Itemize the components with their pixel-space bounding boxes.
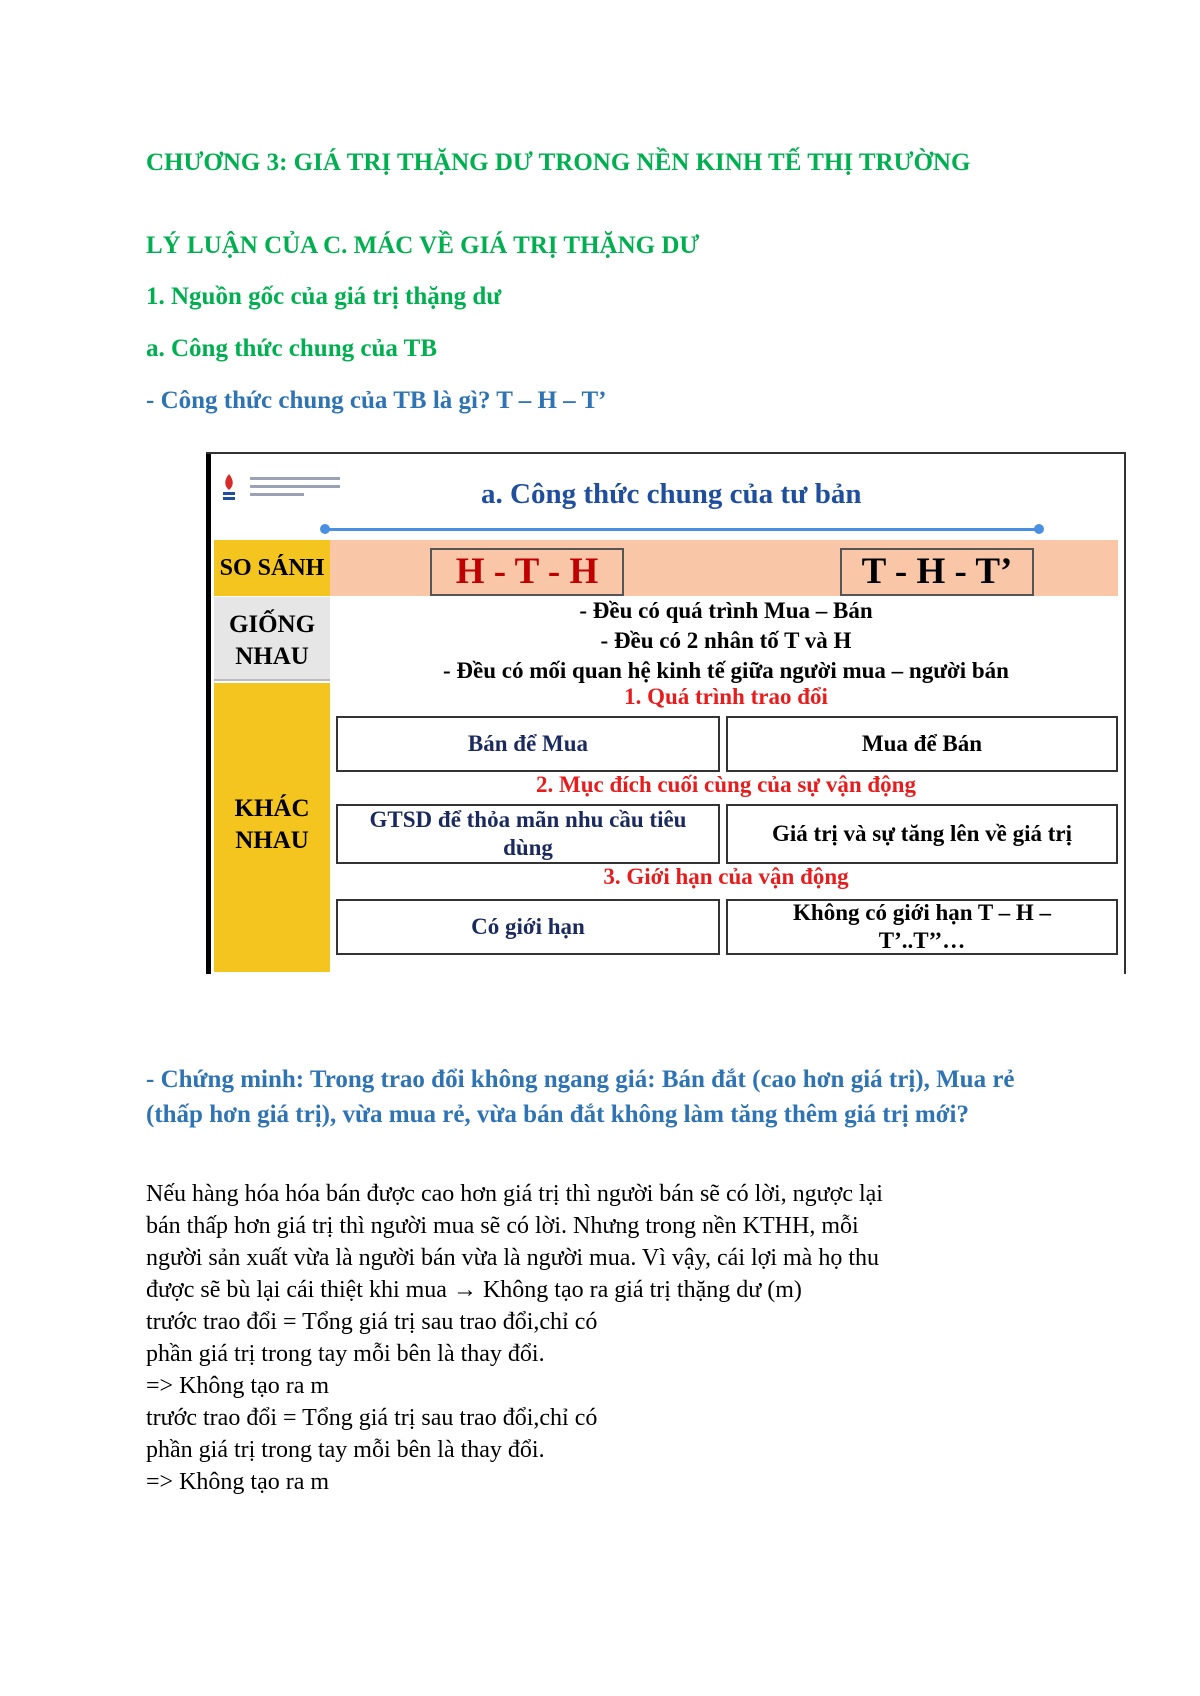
paragraph-line: phần giá trị trong tay mỗi bên là thay đổi.: [146, 1341, 545, 1367]
formula-t-h-t: T - H - T’: [840, 548, 1034, 596]
same-items: [336, 596, 1116, 686]
slide-title: a. Công thức chung của tư bản: [481, 478, 862, 510]
same-item: - Đều có 2 nhân tố T và H: [600, 628, 852, 653]
paragraph-line: trước trao đổi = Tổng giá trị sau trao đổi,chỉ có: [146, 1405, 598, 1431]
proof-paragraph: [146, 1178, 1066, 1498]
chapter-heading: CHƯƠNG 3: GIÁ TRỊ THẶNG DƯ TRONG NỀN KINH TẾ THỊ TRƯỜNG: [146, 149, 971, 176]
comparison-slide-image: [206, 452, 1126, 974]
paragraph-line: bán thấp hơn giá trị thì người mua sẽ có lời. Nhưng trong nền KTHH, mỗi: [146, 1213, 859, 1239]
cell-right: Giá trị và sự tăng lên về giá trị: [726, 804, 1118, 864]
same-label: GIỐNG NHAU: [214, 597, 330, 681]
university-logo-icon: [220, 472, 238, 504]
proof-heading: - Chứng minh: Trong trao đổi không ngang giá: Bán đắt (cao hơn giá trị), Mua rẻ (thấp hơn giá trị), vừa mua rẻ, vừa bán đắt không làm tăng thêm giá trị mới?: [146, 1066, 1015, 1128]
logo-text-lines: [250, 472, 340, 500]
paragraph-line: => Không tạo ra m: [146, 1469, 330, 1495]
cell-left: Bán để Mua: [336, 716, 720, 772]
origin-heading: 1. Nguồn gốc của giá trị thặng dư: [146, 283, 502, 310]
cell-right: Không có giới hạn T – H – T’..T’’…: [726, 899, 1118, 955]
diff-label: KHÁC NHAU: [214, 683, 330, 972]
formula-heading: a. Công thức chung của TB: [146, 335, 437, 362]
paragraph-line: Nếu hàng hóa hóa bán được cao hơn giá trị thì người bán sẽ có lời, ngược lại: [146, 1181, 883, 1207]
slide-divider: [324, 528, 1039, 531]
theory-heading: LÝ LUẬN CỦA C. MÁC VỀ GIÁ TRỊ THẶNG DƯ: [146, 232, 700, 259]
section-title: 1. Quá trình trao đổi: [624, 684, 828, 709]
section-title: 3. Giới hạn của vận động: [603, 864, 849, 889]
paragraph-line: => Không tạo ra m: [146, 1373, 330, 1399]
paragraph-line: được sẽ bù lại cái thiệt khi mua → Không tạo ra giá trị thặng dư (m): [146, 1277, 802, 1303]
formula-h-t-h: H - T - H: [430, 548, 624, 596]
paragraph-line: phần giá trị trong tay mỗi bên là thay đổi.: [146, 1437, 545, 1463]
cell-right: Mua để Bán: [726, 716, 1118, 772]
slide-border: [206, 454, 211, 974]
same-item: - Đều có mối quan hệ kinh tế giữa người mua – người bán: [443, 658, 1009, 683]
paragraph-line: trước trao đổi = Tổng giá trị sau trao đổi,chỉ có: [146, 1309, 598, 1335]
section-title: 2. Mục đích cuối cùng của sự vận động: [536, 772, 916, 797]
divider-dot: [320, 524, 330, 534]
divider-dot: [1034, 524, 1044, 534]
same-item: - Đều có quá trình Mua – Bán: [579, 598, 873, 623]
formula-question: - Công thức chung của TB là gì? T – H – T’: [146, 387, 607, 414]
cell-left: Có giới hạn: [336, 899, 720, 955]
cell-left: GTSD để thỏa mãn nhu cầu tiêu dùng: [336, 804, 720, 864]
compare-label: SO SÁNH: [214, 540, 330, 596]
paragraph-line: người sản xuất vừa là người bán vừa là người mua. Vì vậy, cái lợi mà họ thu: [146, 1245, 879, 1271]
